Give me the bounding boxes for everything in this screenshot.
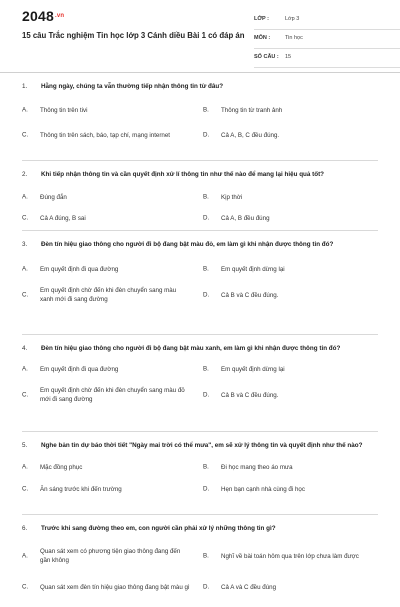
meta-value: Tin học [285, 35, 303, 41]
option-letter: D. [203, 291, 210, 299]
option-text: Thông tin từ tranh ảnh [221, 106, 283, 114]
option-text: Thông tin trên sách, báo, tạp chí, mạng internet [40, 131, 171, 139]
question-item [22, 231, 378, 335]
option-c[interactable] [22, 121, 197, 149]
option-c[interactable] [22, 478, 197, 500]
option-letter: D. [203, 214, 210, 222]
option-text: Kịp thời [221, 193, 243, 201]
option-b[interactable] [203, 456, 378, 478]
option-text: Em quyết định chờ đến khi đèn chuyển sang màu đỏ mới đi sang đường [40, 387, 185, 404]
option-letter: B. [203, 463, 209, 471]
option-letter: C. [22, 485, 29, 493]
question-number: 4. [22, 345, 28, 352]
question-text: Trước khi sang đường theo em, con người cần phải xử lý những thông tin gì? [41, 525, 276, 532]
option-text: Cả A đúng, B sai [40, 214, 86, 222]
option-d[interactable] [203, 478, 378, 500]
meta-key: LỚP : [254, 16, 269, 22]
option-d[interactable] [203, 121, 378, 149]
option-d[interactable] [203, 379, 378, 411]
option-text: Em quyết định chờ đến khi đèn chuyển sang màu xanh mới đi sang đường [40, 287, 177, 304]
meta-row-grade [254, 12, 400, 30]
option-letter: B. [203, 552, 209, 560]
meta-key: SỐ CÂU : [254, 54, 279, 60]
option-c[interactable] [22, 379, 197, 411]
option-text: Em quyết định đi qua đường [40, 265, 119, 273]
site-logo[interactable] [22, 8, 64, 24]
option-a[interactable] [22, 258, 197, 280]
option-grid [22, 186, 378, 228]
worksheet-title: 15 câu Trắc nghiệm Tin học lớp 3 Cánh diều Bài 1 có đáp án [22, 31, 245, 40]
option-letter: B. [203, 106, 209, 114]
logo-text: 2048 [22, 8, 54, 24]
question-number: 6. [22, 525, 28, 532]
option-text: Quan sát xem có phương tiện giao thông đang đến gần không [40, 548, 181, 565]
meta-key: MÔN : [254, 35, 271, 41]
question-item [22, 432, 378, 515]
option-c[interactable] [22, 280, 197, 310]
option-letter: A. [22, 106, 28, 114]
option-letter: D. [203, 485, 210, 493]
meta-value: Lớp 3 [285, 16, 300, 22]
option-c[interactable] [22, 208, 197, 228]
option-a[interactable] [22, 359, 197, 379]
worksheet-header [22, 0, 378, 70]
question-item [22, 74, 378, 161]
option-text: Em quyết định dừng lại [221, 365, 285, 373]
question-list [22, 74, 378, 607]
option-letter: A. [22, 552, 28, 560]
option-text: Cả A, B, C đều đúng. [221, 131, 280, 139]
meta-table [254, 12, 400, 69]
option-text: Cả A và C đều đúng [221, 583, 277, 591]
option-text: Đi học mang theo áo mưa [221, 463, 293, 471]
option-letter: C. [22, 583, 29, 591]
question-number: 2. [22, 171, 28, 178]
option-text: Đúng đắn [40, 193, 67, 201]
option-text: Cả B và C đều đúng. [221, 291, 279, 299]
option-letter: C. [22, 131, 29, 139]
option-text: Em quyết định dừng lại [221, 265, 285, 273]
question-header [22, 515, 378, 533]
option-grid [22, 456, 378, 500]
option-letter: A. [22, 463, 28, 471]
option-letter: B. [203, 265, 209, 273]
question-text: Khi tiếp nhận thông tin và cần quyết định xử lí thông tin như thế nào để mang lại hiệu quả tốt? [41, 171, 325, 178]
option-text: Nghĩ về bài toán hôm qua trên lớp chưa làm được [221, 552, 359, 560]
option-letter: D. [203, 391, 210, 399]
option-grid [22, 258, 378, 310]
option-grid [22, 99, 378, 149]
option-letter: B. [203, 365, 209, 373]
option-text: Hẹn bạn cạnh nhà cùng đi học [221, 485, 305, 493]
option-letter: C. [22, 214, 29, 222]
question-item [22, 515, 378, 607]
question-item [22, 161, 378, 231]
option-d[interactable] [203, 208, 378, 228]
question-header [22, 432, 378, 450]
meta-value: 15 [285, 54, 292, 60]
meta-row-subject [254, 31, 400, 49]
option-letter: B. [203, 193, 209, 201]
question-text: Hằng ngày, chúng ta vẫn thường tiếp nhận thông tin từ đâu? [41, 83, 224, 90]
question-text: Đèn tín hiệu giao thông cho người đi bộ đang bật màu đỏ, em làm gì khi nhận được thông tin đó? [41, 241, 334, 248]
option-text: Cả B và C đều đúng. [221, 391, 279, 399]
option-d[interactable] [203, 572, 378, 602]
option-a[interactable] [22, 540, 197, 572]
question-number: 3. [22, 241, 28, 248]
option-b[interactable] [203, 99, 378, 121]
question-text: Nghe bản tin dự báo thời tiết "Ngày mai trời có thể mưa", em sẽ xử lý thông tin và quyết định như thế nào? [41, 442, 363, 449]
option-text: Em quyết định đi qua đường [40, 365, 119, 373]
option-text: Mặc đồng phục [40, 463, 83, 471]
option-letter: A. [22, 265, 28, 273]
option-text: Cả A, B đều đúng [221, 214, 270, 222]
option-letter: D. [203, 131, 210, 139]
question-header [22, 161, 378, 179]
option-text: Ăn sáng trước khi đến trường [40, 485, 122, 493]
question-header [22, 335, 378, 353]
option-a[interactable] [22, 456, 197, 478]
option-letter: C. [22, 391, 29, 399]
option-grid [22, 540, 378, 602]
option-letter: D. [203, 583, 210, 591]
meta-row-count [254, 50, 400, 68]
option-text: Quan sát xem đèn tín hiệu giao thông đang bật màu gì [40, 583, 190, 591]
option-b[interactable] [203, 186, 378, 208]
option-b[interactable] [203, 258, 378, 280]
option-grid [22, 359, 378, 411]
option-d[interactable] [203, 280, 378, 310]
option-text: Thông tin trên tivi [40, 106, 88, 114]
option-letter: A. [22, 365, 28, 373]
question-header [22, 231, 378, 249]
question-number: 5. [22, 442, 28, 449]
question-header [22, 74, 378, 91]
option-b[interactable] [203, 359, 378, 379]
option-c[interactable] [22, 572, 197, 602]
option-letter: A. [22, 193, 28, 201]
question-item [22, 335, 378, 432]
question-number: 1. [22, 83, 28, 90]
header-divider [0, 72, 400, 73]
option-a[interactable] [22, 99, 197, 121]
option-a[interactable] [22, 186, 197, 208]
logo-suffix: .vn [54, 13, 65, 19]
question-text: Đèn tín hiệu giao thông cho người đi bộ đang bật màu xanh, em làm gì khi nhận được thông tin đó? [41, 345, 341, 352]
option-letter: C. [22, 291, 29, 299]
option-b[interactable] [203, 540, 378, 572]
